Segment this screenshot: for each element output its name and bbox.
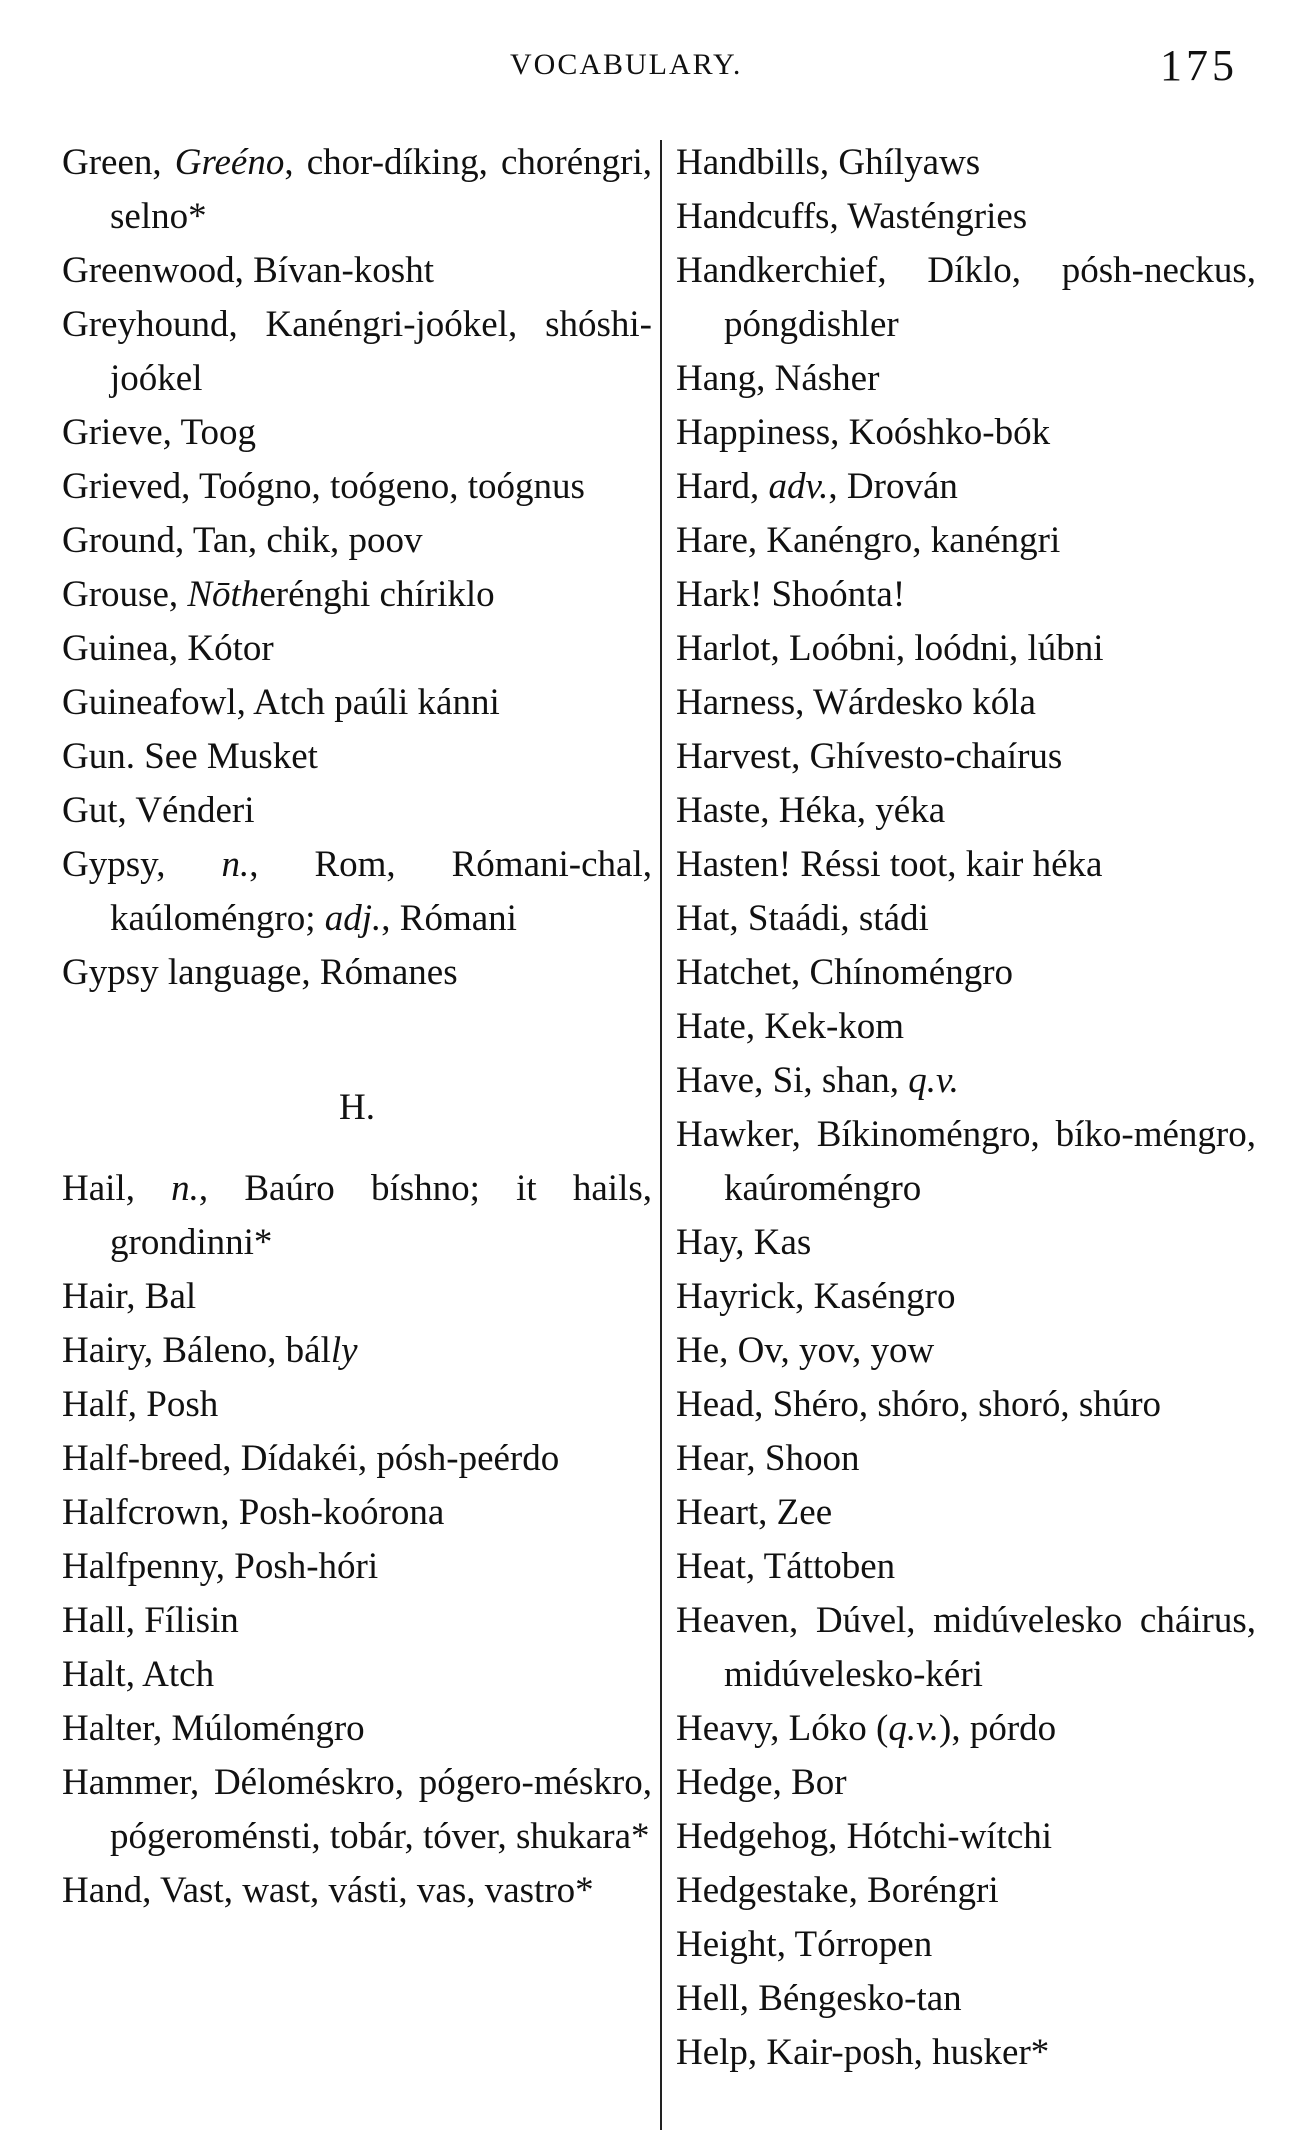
vocabulary-entry xyxy=(62,1864,652,1918)
section-letter-h: H. xyxy=(339,1087,375,1128)
entry-text: Head, Shéro, shóro, shoró, shúro xyxy=(676,1384,1162,1425)
entry-text: Gypsy language, Rómanes xyxy=(62,952,458,993)
entry-text: Harlot, Loóbni, loódni, lúbni xyxy=(676,628,1104,669)
entry-text: , Baúro bíshno; it hails, grondinni* xyxy=(110,1168,653,1263)
entry-text: Handcuffs, Wasténgries xyxy=(676,196,1028,237)
vocabulary-entry xyxy=(676,2026,1256,2080)
vocabulary-entry xyxy=(676,1054,1256,1108)
vocabulary-entry xyxy=(62,406,652,460)
vocabulary-entry xyxy=(62,1486,652,1540)
entry-text: Green, xyxy=(62,142,175,183)
entry-text: Guinea, Kótor xyxy=(62,628,274,669)
entry-text: Hedge, Bor xyxy=(676,1762,847,1803)
vocabulary-entry xyxy=(676,1108,1256,1216)
entry-text: Gun. See Musket xyxy=(62,736,318,777)
vocabulary-entry xyxy=(676,1918,1256,1972)
vocabulary-entry xyxy=(62,244,652,298)
entry-text: Greyhound, Kanéngri-joókel, shóshi-joókel xyxy=(62,304,652,399)
entry-text: Guineafowl, Atch paúli kánni xyxy=(62,682,500,723)
entry-text: erénghi chíriklo xyxy=(259,574,495,615)
vocabulary-entry xyxy=(676,1324,1256,1378)
entry-text: Hall, Fílisin xyxy=(62,1600,239,1641)
entry-italic-text: n. xyxy=(221,844,250,885)
entry-italic-text: adj. xyxy=(324,898,382,939)
entry-text: Halfpenny, Posh-hóri xyxy=(62,1546,379,1587)
entry-text: Halfcrown, Posh-koórona xyxy=(62,1492,445,1533)
entry-text: Halter, Múloméngro xyxy=(62,1708,365,1749)
entry-text: Half, Posh xyxy=(62,1384,219,1425)
entry-text: Haste, Héka, yéka xyxy=(676,790,946,831)
left-column xyxy=(62,136,652,1918)
vocabulary-entry xyxy=(62,784,652,838)
entry-text: Have, Si, shan, xyxy=(676,1060,909,1101)
entry-text: Grieved, Toógno, toógeno, toógnus xyxy=(62,466,585,507)
entry-text: Ground, Tan, chik, poov xyxy=(62,520,423,561)
entry-text: Hedgehog, Hótchi-wítchi xyxy=(676,1816,1053,1857)
entry-text: , Rómani xyxy=(381,898,517,939)
vocabulary-entry xyxy=(676,1972,1256,2026)
vocabulary-entry xyxy=(62,1594,652,1648)
column-divider xyxy=(660,140,662,2130)
entry-text: Hard, xyxy=(676,466,769,507)
entry-text: Hate, Kek-kom xyxy=(676,1006,905,1047)
entry-text: Hare, Kanéngro, kanéngri xyxy=(676,520,1061,561)
entry-text: Gut, Vénderi xyxy=(62,790,255,831)
vocabulary-entry xyxy=(62,1270,652,1324)
entry-italic-text: q.v. xyxy=(888,1708,940,1749)
vocabulary-entry xyxy=(676,406,1256,460)
entry-text: Halt, Atch xyxy=(62,1654,215,1695)
entry-text: Hark! Shoónta! xyxy=(676,574,906,615)
vocabulary-entry xyxy=(676,1864,1256,1918)
entry-text: Hawker, Bíkinoméngro, bíko-méngro, kaúroméngro xyxy=(676,1114,1256,1209)
vocabulary-entry xyxy=(676,1702,1256,1756)
vocabulary-entry xyxy=(676,352,1256,406)
running-title: VOCABULARY. xyxy=(510,48,743,81)
vocabulary-entry xyxy=(62,136,652,244)
entry-text: Heaven, Dúvel, midúvelesko cháirus, midúvelesko-kéri xyxy=(676,1600,1256,1695)
vocabulary-entry xyxy=(676,1810,1256,1864)
vocabulary-entry xyxy=(62,838,652,946)
entry-italic-text: Nōth xyxy=(187,574,260,615)
entry-text: Happiness, Koóshko-bók xyxy=(676,412,1051,453)
entry-italic-text: Greéno xyxy=(174,142,285,183)
vocabulary-entry xyxy=(676,514,1256,568)
vocabulary-entry xyxy=(676,946,1256,1000)
entry-text: Greenwood, Bívan-kosht xyxy=(62,250,434,291)
vocabulary-entry xyxy=(62,676,652,730)
vocabulary-entry xyxy=(676,676,1256,730)
entry-text: Handbills, Ghílyaws xyxy=(676,142,981,183)
entry-italic-text: q.v. xyxy=(908,1060,959,1101)
vocabulary-entry xyxy=(676,1432,1256,1486)
entry-italic-text: adv. xyxy=(768,466,829,507)
entry-text: Hail, xyxy=(62,1168,172,1209)
entry-text: Hair, Bal xyxy=(62,1276,197,1317)
page-number: 175 xyxy=(1160,41,1238,90)
left-entries-h xyxy=(62,1162,652,1918)
entry-text: He, Ov, yov, yow xyxy=(676,1330,935,1371)
entry-text: Hasten! Réssi toot, kair héka xyxy=(676,844,1103,885)
vocabulary-entry xyxy=(62,298,652,406)
entry-text: Hayrick, Kaséngro xyxy=(676,1276,956,1317)
vocabulary-entry xyxy=(62,1378,652,1432)
entry-text: Heat, Táttoben xyxy=(676,1546,896,1587)
vocabulary-entry xyxy=(62,1756,652,1864)
entry-text: Hand, Vast, wast, vásti, vas, vastro* xyxy=(62,1870,594,1911)
vocabulary-entry xyxy=(676,1000,1256,1054)
vocabulary-entry xyxy=(62,1648,652,1702)
entry-text: Hang, Násher xyxy=(676,358,880,399)
vocabulary-entry xyxy=(676,1378,1256,1432)
entry-text: Half-breed, Dídakéi, pósh-peérdo xyxy=(62,1438,560,1479)
left-entries-g xyxy=(62,136,652,1000)
vocabulary-entry xyxy=(676,1594,1256,1702)
vocabulary-entry xyxy=(676,892,1256,946)
vocabulary-entry xyxy=(62,1162,652,1270)
vocabulary-entry xyxy=(62,946,652,1000)
vocabulary-entry xyxy=(62,460,652,514)
vocabulary-entry xyxy=(676,1270,1256,1324)
right-column xyxy=(676,136,1256,2080)
vocabulary-entry xyxy=(676,244,1256,352)
entry-text: Hatchet, Chínoméngro xyxy=(676,952,1014,993)
vocabulary-entry xyxy=(676,1216,1256,1270)
entry-text: Heavy, Lóko ( xyxy=(676,1708,889,1749)
entry-italic-text: ly xyxy=(330,1330,358,1371)
entry-text: Gypsy, xyxy=(62,844,222,885)
vocabulary-entry xyxy=(676,622,1256,676)
entry-text: Hay, Kas xyxy=(676,1222,812,1263)
entry-text: , chor-díking, choréngri, selno* xyxy=(110,142,652,237)
entry-text: Hedgestake, Boréngri xyxy=(676,1870,999,1911)
entry-text: Harness, Wárdesko kóla xyxy=(676,682,1036,723)
entry-text: Grouse, xyxy=(62,574,188,615)
entry-text: Height, Tórropen xyxy=(676,1924,933,1965)
entry-text: Hairy, Báleno, bál xyxy=(62,1330,331,1371)
vocabulary-entry xyxy=(676,190,1256,244)
vocabulary-entry xyxy=(676,838,1256,892)
running-head xyxy=(0,40,1295,100)
vocabulary-entry xyxy=(676,1486,1256,1540)
vocabulary-entry xyxy=(676,136,1256,190)
vocabulary-entry xyxy=(676,460,1256,514)
entry-text: Hell, Béngesko-tan xyxy=(676,1978,962,2019)
vocabulary-entry xyxy=(676,730,1256,784)
vocabulary-entry xyxy=(62,514,652,568)
vocabulary-entry xyxy=(676,568,1256,622)
vocabulary-entry xyxy=(676,1756,1256,1810)
vocabulary-entry xyxy=(62,1432,652,1486)
vocabulary-entry xyxy=(62,1540,652,1594)
entry-text: Handkerchief, Díklo, pósh-neckus, póngdishler xyxy=(676,250,1256,345)
entry-text: , Rom, Rómani-chal, kaúloméngro; xyxy=(110,844,652,939)
entry-italic-text: n. xyxy=(171,1168,199,1209)
vocabulary-entry xyxy=(676,1540,1256,1594)
entry-text: , Drován xyxy=(828,466,958,507)
entry-text: Heart, Zee xyxy=(676,1492,833,1533)
entry-text: Harvest, Ghívesto-chaírus xyxy=(676,736,1063,777)
entry-text: Hear, Shoon xyxy=(676,1438,860,1479)
vocabulary-entry xyxy=(62,622,652,676)
entry-text: Help, Kair-posh, husker* xyxy=(676,2032,1050,2073)
vocabulary-entry xyxy=(62,730,652,784)
vocabulary-entry xyxy=(62,568,652,622)
entry-text: ), pórdo xyxy=(939,1708,1057,1749)
entry-text: Hat, Staádi, stádi xyxy=(676,898,929,939)
vocabulary-entry xyxy=(676,784,1256,838)
entry-text: Hammer, Déloméskro, pógero-méskro, pógeroménsti, tobár, tóver, shukara* xyxy=(62,1762,652,1857)
vocabulary-entry xyxy=(62,1702,652,1756)
vocabulary-entry xyxy=(62,1324,652,1378)
entry-text: Grieve, Toog xyxy=(62,412,257,453)
right-entries xyxy=(676,136,1256,2080)
